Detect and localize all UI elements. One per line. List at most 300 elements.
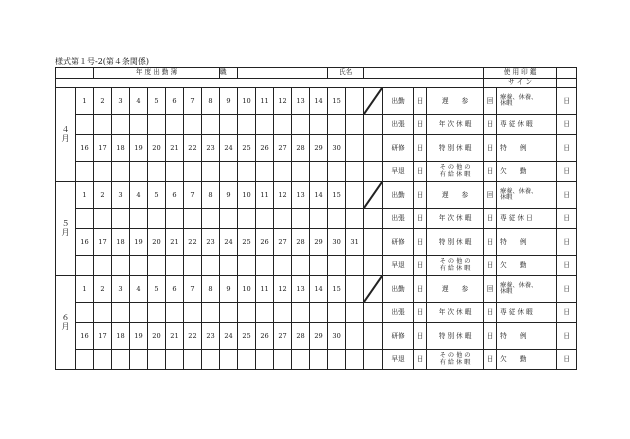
day-number: 14 [310, 276, 328, 303]
day-number: 15 [328, 88, 346, 115]
stamp-row [56, 162, 577, 182]
diagonal-line [364, 276, 382, 302]
stamp-cell [310, 303, 328, 323]
month-row [56, 323, 577, 350]
day-number: 30 [328, 135, 346, 162]
diagonal-cell [364, 88, 383, 115]
day-number: 18 [112, 229, 130, 256]
day-unit: 日 [414, 323, 427, 350]
stamp-cell [166, 115, 184, 135]
stamp-cell [94, 303, 112, 323]
month-label [56, 276, 76, 370]
stamp-cell [76, 209, 94, 229]
day-unit: 日 [414, 135, 427, 162]
day-number: 10 [238, 88, 256, 115]
category-label: 出勤 [383, 88, 414, 115]
day-number: 3 [112, 88, 130, 115]
stamp-cell [184, 162, 202, 182]
day-number: 29 [310, 323, 328, 350]
leave-type-label [427, 350, 484, 370]
day-number: 4 [130, 88, 148, 115]
day-number: 1 [76, 182, 94, 209]
leave-type-label-2: 特 例 [497, 229, 557, 256]
day-unit: 日 [557, 162, 577, 182]
stamp-cell [238, 256, 256, 276]
stamp-cell [148, 303, 166, 323]
stamp-cell [148, 115, 166, 135]
day-unit: 日 [414, 303, 427, 323]
leave-unit: 回 [484, 276, 497, 303]
stamp-cell [346, 162, 364, 182]
stamp-cell [310, 209, 328, 229]
header-job-value [238, 68, 328, 79]
month-row [56, 229, 577, 256]
stamp-cell [202, 256, 220, 276]
header-sign-label: サ イ ン [484, 78, 557, 88]
stamp-cell [364, 350, 383, 370]
category-label: 出張 [383, 209, 414, 229]
stamp-cell [130, 115, 148, 135]
day-number: 7 [184, 276, 202, 303]
day-number: 20 [148, 135, 166, 162]
day-number: 29 [310, 135, 328, 162]
header-blank-2 [56, 78, 484, 88]
day-number: 9 [220, 88, 238, 115]
header-row-sign [56, 78, 577, 88]
leave-type-label-2 [497, 88, 557, 115]
stamp-cell [76, 115, 94, 135]
day-blank [346, 276, 364, 303]
leave-unit: 日 [484, 303, 497, 323]
day-number: 6 [166, 182, 184, 209]
day-number: 15 [328, 276, 346, 303]
stamp-cell [346, 115, 364, 135]
header-seal-value [557, 68, 577, 79]
day-number: 9 [220, 276, 238, 303]
day-unit: 日 [557, 135, 577, 162]
leave-type-label-2: 専 従 休 暇 [497, 115, 557, 135]
stamp-cell [148, 162, 166, 182]
day-blank [346, 135, 364, 162]
stamp-cell [364, 303, 383, 323]
stamp-cell [130, 303, 148, 323]
stamp-cell [130, 256, 148, 276]
day-unit: 日 [414, 350, 427, 370]
day-number: 10 [238, 276, 256, 303]
day-number: 14 [310, 88, 328, 115]
stamp-cell [310, 350, 328, 370]
day-number: 4 [130, 276, 148, 303]
day-blank [364, 135, 383, 162]
day-unit: 日 [557, 323, 577, 350]
stamp-cell [328, 256, 346, 276]
leave-unit: 日 [484, 350, 497, 370]
month-number: ６ [61, 313, 70, 323]
stamp-cell [184, 256, 202, 276]
day-number: 3 [112, 276, 130, 303]
stamp-cell [166, 209, 184, 229]
day-number: 15 [328, 182, 346, 209]
diagonal-cell [364, 182, 383, 209]
leave-type-label-2: 特 例 [497, 135, 557, 162]
diagonal-line [364, 88, 382, 114]
day-number: 11 [256, 182, 274, 209]
leave-type-label: 年 次 休 暇 [427, 209, 484, 229]
stamp-cell [238, 303, 256, 323]
stamp-cell [94, 115, 112, 135]
stamp-cell [184, 115, 202, 135]
day-number: 12 [274, 88, 292, 115]
day-number: 18 [112, 323, 130, 350]
stamp-cell [148, 209, 166, 229]
leave-type-label: 特 別 休 暇 [427, 135, 484, 162]
stamp-cell [364, 256, 383, 276]
category-label: 出勤 [383, 276, 414, 303]
day-number: 23 [202, 135, 220, 162]
day-unit: 日 [414, 276, 427, 303]
category-label: 出勤 [383, 182, 414, 209]
leave-unit: 日 [484, 256, 497, 276]
day-unit: 日 [414, 115, 427, 135]
day-number: 19 [130, 229, 148, 256]
leave-type-label-2: 専 従 休 暇 [497, 303, 557, 323]
diagonal-line [364, 182, 382, 208]
stamp-cell [292, 350, 310, 370]
day-number: 13 [292, 276, 310, 303]
header-job-label: 職 [220, 68, 238, 79]
day-number: 30 [328, 323, 346, 350]
day-number: 30 [328, 229, 346, 256]
header-blank [56, 68, 94, 79]
leave-unit: 日 [484, 135, 497, 162]
stamp-cell [364, 115, 383, 135]
day-number: 25 [238, 135, 256, 162]
day-number: 14 [310, 182, 328, 209]
day-number: 27 [274, 323, 292, 350]
stamp-cell [310, 256, 328, 276]
stamp-cell [328, 303, 346, 323]
category-label: 早退 [383, 350, 414, 370]
month-label [56, 88, 76, 182]
day-unit: 日 [557, 303, 577, 323]
day-number: 25 [238, 323, 256, 350]
leave-type-label [427, 162, 484, 182]
leave-type-label-2 [497, 182, 557, 209]
day-number: 12 [274, 276, 292, 303]
stamp-cell [292, 256, 310, 276]
day-number: 21 [166, 135, 184, 162]
day-number: 27 [274, 229, 292, 256]
day-unit: 日 [414, 229, 427, 256]
day-number: 24 [220, 229, 238, 256]
stamp-cell [220, 303, 238, 323]
day-number: 28 [292, 229, 310, 256]
day-number: 8 [202, 276, 220, 303]
category-label: 出張 [383, 303, 414, 323]
stamp-cell [238, 162, 256, 182]
stamp-cell [76, 350, 94, 370]
leave-type-label-2: 欠 勤 [497, 162, 557, 182]
stamp-cell [346, 256, 364, 276]
day-unit: 日 [557, 256, 577, 276]
stamp-cell [166, 256, 184, 276]
stamp-cell [328, 209, 346, 229]
stamp-cell [76, 256, 94, 276]
leave-type-label: 遅 参 [427, 182, 484, 209]
day-number: 26 [256, 323, 274, 350]
leave-type-label-2: 特 例 [497, 323, 557, 350]
day-number: 1 [76, 276, 94, 303]
stamp-cell [112, 209, 130, 229]
day-blank [364, 323, 383, 350]
stamp-cell [220, 256, 238, 276]
day-number: 9 [220, 182, 238, 209]
stamp-cell [220, 350, 238, 370]
month-row [56, 276, 577, 303]
day-number: 13 [292, 88, 310, 115]
leave-type-label [427, 256, 484, 276]
day-number: 25 [238, 229, 256, 256]
day-number: 28 [292, 323, 310, 350]
stamp-cell [184, 303, 202, 323]
day-number: 3 [112, 182, 130, 209]
day-unit: 日 [557, 115, 577, 135]
category-label: 早退 [383, 256, 414, 276]
stamp-cell [112, 303, 130, 323]
day-number: 19 [130, 135, 148, 162]
day-unit: 日 [557, 182, 577, 209]
day-number: 8 [202, 182, 220, 209]
stamp-cell [166, 350, 184, 370]
leave-type-label: 遅 参 [427, 88, 484, 115]
day-number: 28 [292, 135, 310, 162]
day-number: 29 [310, 229, 328, 256]
day-number: 13 [292, 182, 310, 209]
day-number: 22 [184, 323, 202, 350]
leave-type-line: そ の 他 の [439, 164, 471, 171]
stamp-cell [256, 115, 274, 135]
day-number: 16 [76, 323, 94, 350]
day-unit: 日 [414, 162, 427, 182]
leave-type-line: 休暇 [500, 288, 513, 295]
month-row [56, 182, 577, 209]
day-unit: 日 [557, 276, 577, 303]
day-number: 24 [220, 135, 238, 162]
stamp-cell [112, 350, 130, 370]
stamp-cell [202, 303, 220, 323]
stamp-cell [238, 350, 256, 370]
form-title: 様式第１号-2(第４条関係) [55, 57, 150, 66]
stamp-cell [364, 209, 383, 229]
month-unit: 月 [61, 227, 70, 237]
stamp-cell [310, 115, 328, 135]
stamp-cell [346, 350, 364, 370]
day-blank [346, 182, 364, 209]
leave-unit: 日 [484, 229, 497, 256]
day-number: 24 [220, 323, 238, 350]
leave-type-label-2: 欠 勤 [497, 350, 557, 370]
leave-type-line: 療養、休養、 [500, 281, 538, 289]
category-label: 研修 [383, 323, 414, 350]
stamp-cell [364, 162, 383, 182]
stamp-cell [130, 209, 148, 229]
day-blank [346, 323, 364, 350]
leave-unit: 日 [484, 323, 497, 350]
month-label [56, 182, 76, 276]
day-number: 27 [274, 135, 292, 162]
stamp-cell [346, 209, 364, 229]
stamp-cell [220, 209, 238, 229]
leave-type-line: 療養、休養、 [500, 93, 538, 101]
day-unit: 日 [557, 229, 577, 256]
header-name-value [364, 68, 484, 79]
day-number: 22 [184, 229, 202, 256]
stamp-cell [202, 115, 220, 135]
leave-type-line: 休暇 [500, 194, 513, 201]
stamp-cell [310, 162, 328, 182]
category-label: 出張 [383, 115, 414, 135]
day-blank [364, 229, 383, 256]
stamp-cell [166, 162, 184, 182]
header-name-label: 氏名 [328, 68, 364, 79]
header-seal-label: 使 用 印 鑑 [484, 68, 557, 79]
month-unit: 月 [61, 321, 70, 331]
stamp-cell [292, 303, 310, 323]
day-number: 6 [166, 88, 184, 115]
day-number: 20 [148, 229, 166, 256]
stamp-cell [292, 115, 310, 135]
stamp-row [56, 115, 577, 135]
stamp-cell [256, 303, 274, 323]
leave-unit: 日 [484, 209, 497, 229]
day-number: 16 [76, 135, 94, 162]
leave-type-line: そ の 他 の [439, 258, 471, 265]
stamp-cell [184, 350, 202, 370]
leave-type-line: 有 給 休 暇 [439, 170, 471, 178]
leave-unit: 日 [484, 162, 497, 182]
day-number: 2 [94, 276, 112, 303]
category-label: 早退 [383, 162, 414, 182]
stamp-cell [112, 256, 130, 276]
leave-type-line: そ の 他 の [439, 352, 471, 359]
leave-type-label: 特 別 休 暇 [427, 323, 484, 350]
stamp-row [56, 303, 577, 323]
stamp-cell [328, 350, 346, 370]
leave-type-label-2 [497, 276, 557, 303]
month-row [56, 88, 577, 115]
day-number: 19 [130, 323, 148, 350]
leave-type-label-2: 専 従 休 日 [497, 209, 557, 229]
attendance-table [55, 67, 577, 370]
day-number: 21 [166, 229, 184, 256]
stamp-cell [256, 209, 274, 229]
day-number: 26 [256, 135, 274, 162]
day-number: 22 [184, 135, 202, 162]
day-number: 20 [148, 323, 166, 350]
day-number: 16 [76, 229, 94, 256]
stamp-cell [292, 209, 310, 229]
day-number: 2 [94, 88, 112, 115]
header-sign-value [557, 78, 577, 88]
stamp-cell [130, 162, 148, 182]
stamp-cell [112, 115, 130, 135]
day-number: 12 [274, 182, 292, 209]
stamp-cell [274, 256, 292, 276]
category-label: 研修 [383, 229, 414, 256]
day-unit: 日 [414, 209, 427, 229]
leave-unit: 回 [484, 88, 497, 115]
header-row [56, 68, 577, 79]
stamp-cell [112, 162, 130, 182]
leave-unit: 回 [484, 182, 497, 209]
day-number: 17 [94, 229, 112, 256]
stamp-cell [256, 162, 274, 182]
stamp-cell [76, 162, 94, 182]
stamp-cell [202, 350, 220, 370]
stamp-cell [346, 303, 364, 323]
stamp-cell [220, 162, 238, 182]
month-row [56, 135, 577, 162]
day-number: 5 [148, 88, 166, 115]
leave-type-label: 特 別 休 暇 [427, 229, 484, 256]
stamp-cell [94, 350, 112, 370]
diagonal-cell [364, 276, 383, 303]
day-number: 5 [148, 276, 166, 303]
stamp-cell [130, 350, 148, 370]
stamp-cell [184, 209, 202, 229]
day-number: 17 [94, 135, 112, 162]
stamp-cell [292, 162, 310, 182]
day-blank [346, 88, 364, 115]
day-number: 11 [256, 276, 274, 303]
stamp-cell [202, 162, 220, 182]
stamp-cell [148, 256, 166, 276]
day-number: 26 [256, 229, 274, 256]
stamp-cell [202, 209, 220, 229]
day-unit: 日 [557, 209, 577, 229]
stamp-cell [274, 209, 292, 229]
day-number: 10 [238, 182, 256, 209]
leave-unit: 日 [484, 115, 497, 135]
stamp-cell [256, 350, 274, 370]
leave-type-line: 有 給 休 暇 [439, 264, 471, 272]
day-number: 21 [166, 323, 184, 350]
stamp-cell [238, 209, 256, 229]
day-number: 1 [76, 88, 94, 115]
category-label: 研修 [383, 135, 414, 162]
stamp-cell [328, 162, 346, 182]
leave-type-label: 遅 参 [427, 276, 484, 303]
stamp-cell [256, 256, 274, 276]
stamp-row [56, 350, 577, 370]
stamp-row [56, 209, 577, 229]
stamp-cell [94, 209, 112, 229]
stamp-cell [148, 350, 166, 370]
header-year-title: 年 度 出 勤 簿 [94, 68, 220, 79]
day-number: 31 [346, 229, 364, 256]
stamp-cell [94, 256, 112, 276]
day-number: 6 [166, 276, 184, 303]
stamp-cell [274, 162, 292, 182]
day-number: 11 [256, 88, 274, 115]
day-number: 5 [148, 182, 166, 209]
day-unit: 日 [557, 350, 577, 370]
day-unit: 日 [414, 88, 427, 115]
day-unit: 日 [557, 88, 577, 115]
day-number: 17 [94, 323, 112, 350]
day-number: 2 [94, 182, 112, 209]
day-number: 23 [202, 323, 220, 350]
